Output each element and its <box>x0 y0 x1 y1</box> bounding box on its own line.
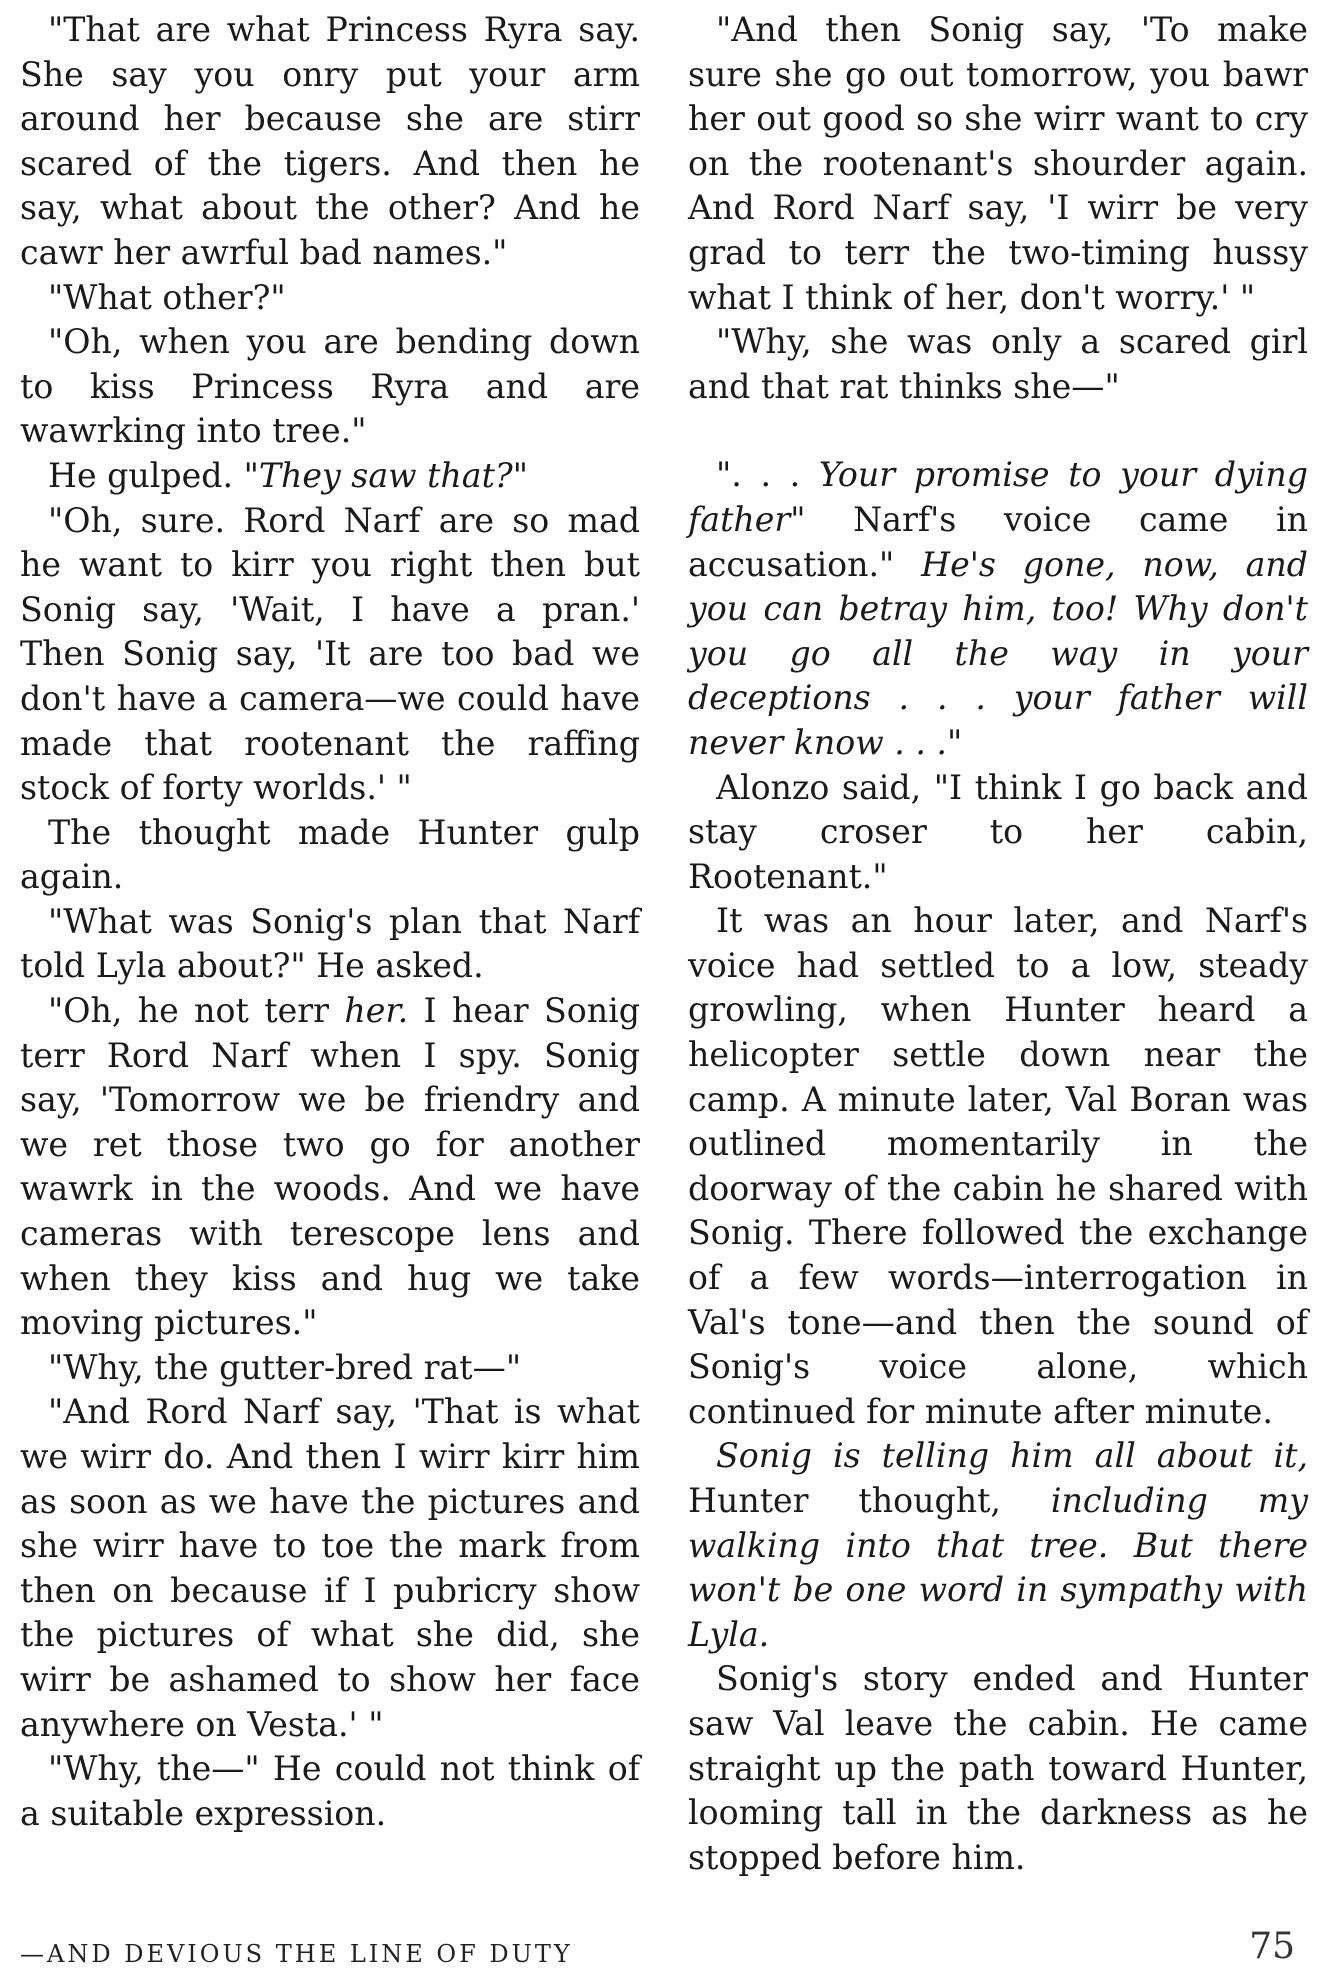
paragraph <box>688 1434 1308 1657</box>
paragraph: Alonzo said, "I think I go back and stay croser to her cabin, Rootenant." <box>688 767 1308 896</box>
paragraph: "Oh, when you are bending down to kiss Princess Ryra and are wawrking into tree." <box>20 322 640 451</box>
italic-run: Your promise to your dying father <box>688 455 1308 539</box>
running-title: —AND DEVIOUS THE LINE OF DUTY <box>20 1940 573 1968</box>
paragraph: "Why, the gutter-bred rat—" <box>48 1347 522 1387</box>
paragraph: "That are what Princess Ryra say. She say you onry put your arm around her because she are stirr scared of the tigers. And then he say, what about the other? And he cawr her awrful bad names." <box>20 10 640 272</box>
text-run: He gulped. " <box>48 455 259 495</box>
paragraph: It was an hour later, and Narf's voice had settled to a low, steady growling, when Hunter heard a helicopter settle down near the camp. A minute later, Val Boran was outlined momentarily in the doorway of the cabin he shared with Sonig. There followed the exchange of a few words—interrogation in Val's tone—and then the sound of Sonig's voice alone, which continued for minute after minute. <box>688 901 1308 1431</box>
italic-run: her. <box>344 991 409 1031</box>
left-text-column <box>20 8 640 1836</box>
text-run: "Oh, he not terr <box>48 991 345 1031</box>
paragraph <box>20 989 640 1346</box>
paragraph: "Oh, sure. Rord Narf are so mad he want to kirr you right then but Sonig say, 'Wait, I have a pran.' Then Sonig say, 'It are too bad we don't have a camera—we could have made that rootenant the raffing stock of forty worlds.' " <box>20 500 640 808</box>
page-number: 75 <box>1249 1926 1295 1967</box>
section-break <box>688 409 1308 453</box>
italic-run: They saw that? <box>258 455 513 495</box>
text-run: " Narf's voice came in accusation." <box>688 499 1308 584</box>
italic-run: including my walking into that tree. But there won't be one word in sympathy with Lyla. <box>688 1481 1308 1654</box>
paragraph: Sonig's story ended and Hunter saw Val leave the cabin. He came straight up the path toward Hunter, looming tall in the darkness as he stopped before him. <box>688 1659 1308 1877</box>
text-run: " <box>947 722 963 762</box>
paragraph: The thought made Hunter gulp again. <box>20 812 640 897</box>
italic-run: He's gone, now, and you can betray him, too! Why don't you go all the way in your deceptions . . . your father will never know . . . <box>688 544 1309 762</box>
paragraph: "What other?" <box>48 277 286 317</box>
paragraph: "Why, she was only a scared girl and that rat thinks she—" <box>688 322 1308 406</box>
paragraph <box>20 454 640 499</box>
paragraph: "And then Sonig say, 'To make sure she go out tomorrow, you bawr her out good so she wirr want to cry on the rootenant's shourder again. And Rord Narf say, 'I wirr be very grad to terr the two-timing hussy what I think of her, don't worry.' " <box>688 10 1308 317</box>
paragraph <box>688 453 1308 765</box>
paragraph: "Why, the—" He could not think of a suitable expression. <box>20 1749 640 1833</box>
paragraph: "And Rord Narf say, 'That is what we wirr do. And then I wirr kirr him as soon as we have the pictures and she wirr have to toe the mark from then on because if I pubricry show the pictures of what she did, she wirr be ashamed to show her face anywhere on Vesta.' " <box>20 1392 640 1744</box>
right-text-column <box>688 8 1308 1880</box>
text-run: I hear Sonig terr Rord Narf when I spy. Sonig say, 'Tomorrow we be friendry and we ret those two go for another wawrk in the woods. And we have cameras with terescope lens and when they kiss and hug we take moving pictures." <box>20 991 640 1343</box>
text-run: Hunter thought, <box>688 1481 1051 1520</box>
italic-run: Sonig is telling him all about it, <box>716 1436 1308 1476</box>
text-run: ". . . <box>716 455 819 495</box>
paragraph: "What was Sonig's plan that Narf told Lyla about?" He asked. <box>20 901 640 986</box>
text-run: " <box>512 455 528 495</box>
